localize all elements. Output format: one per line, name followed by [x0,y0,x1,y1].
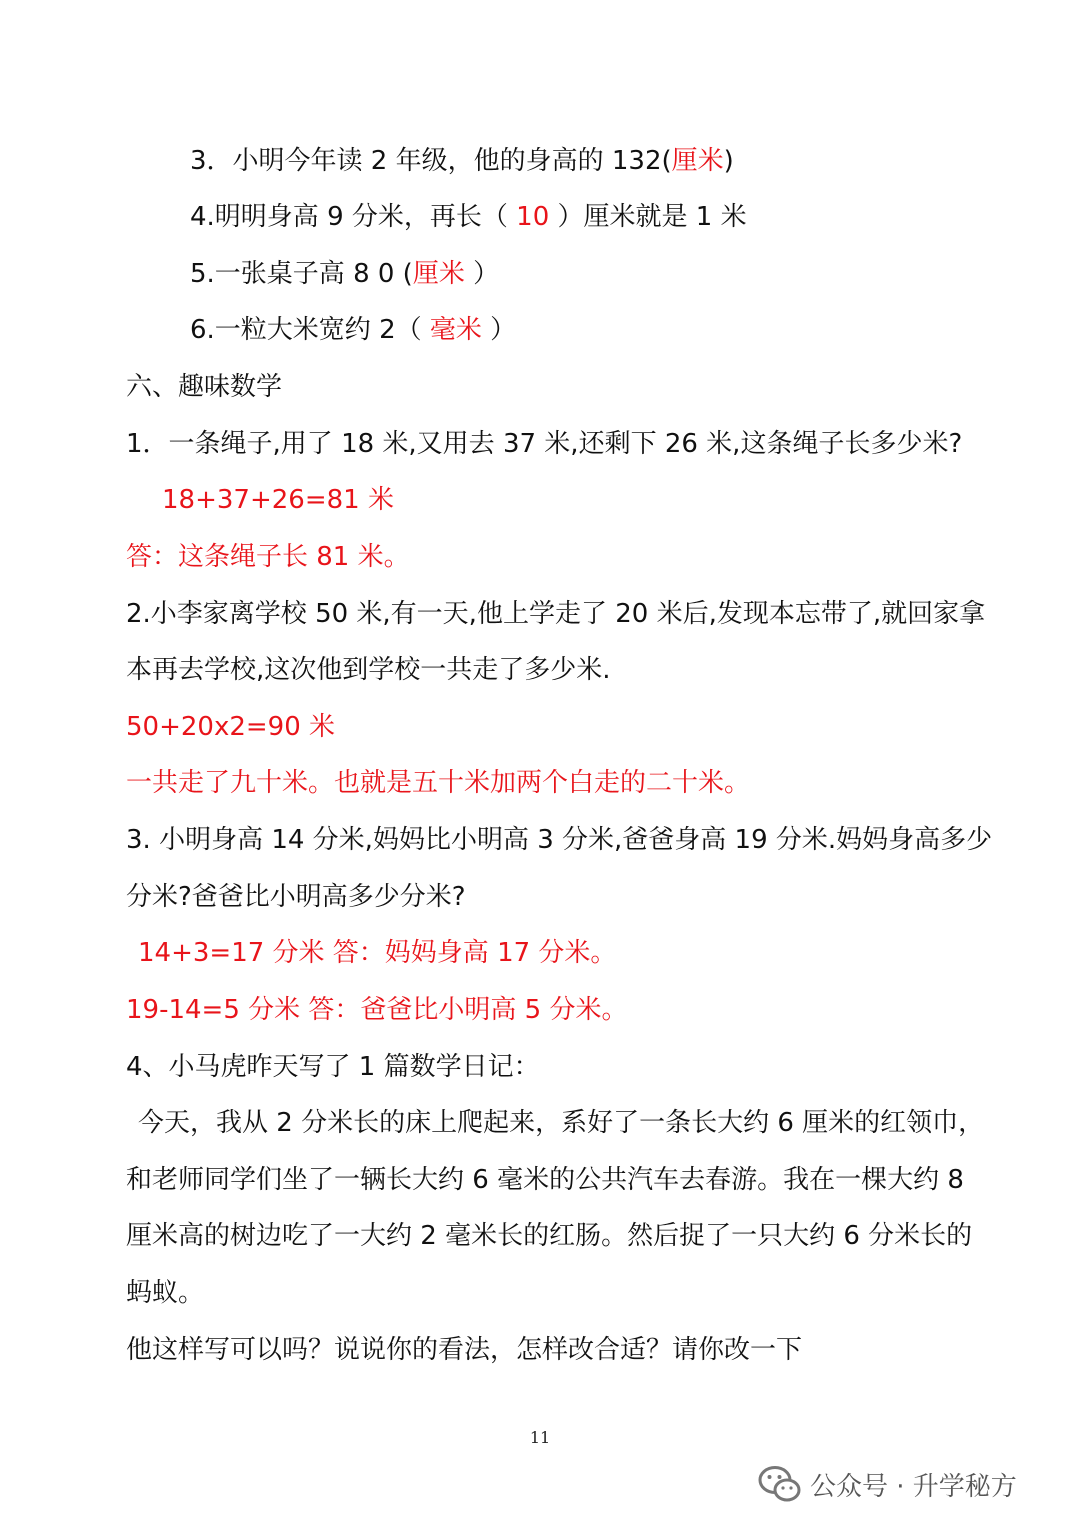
answer-text: 14+3=17 分米 答：妈妈身高 17 分米。 [138,938,617,968]
q6-line [190,312,516,348]
question-text: 和老师同学们坐了一辆长大约 6 毫米的公共汽车去春游。我在一棵大约 8 [126,1165,964,1195]
q3-line [190,143,734,179]
problem3-question-line1 [126,822,992,858]
question-text: ）厘米就是 1 米 [549,202,747,232]
question-text: 5.一张桌子高 8 0 ( [190,259,413,289]
problem3-answer1 [138,935,616,971]
problem2-question-line2 [126,652,611,688]
section-title [126,369,282,405]
question-text: ） [464,259,500,289]
problem4-diary-line2 [126,1162,964,1198]
problem1-question [126,426,962,462]
problem2-answer [126,765,750,801]
question-text: 本再去学校,这次他到学校一共走了多少米. [126,655,611,685]
watermark [758,1464,1017,1504]
question-text: 分米?爸爸比小明高多少分米? [126,882,466,912]
question-text: 今天，我从 2 分米长的床上爬起来，系好了一条长大约 6 厘米的红领巾， [138,1108,985,1138]
answer-text: 厘米 [671,146,724,176]
answer-text: 10 [516,202,550,232]
answer-text: 厘米 [412,259,465,289]
answer-text: 19-14=5 分米 答：爸爸比小明高 5 分米。 [126,995,628,1025]
page-number: 11 [529,1428,551,1447]
problem4-diary-line1 [138,1105,984,1141]
answer-text: 50+20x2=90 米 [126,712,336,742]
problem1-answer [126,539,410,575]
problem2-equation [126,709,335,745]
problem3-answer2 [126,992,627,1028]
q5-line [190,256,499,292]
q4-line [190,199,747,235]
problem4-diary-line3 [126,1218,972,1254]
problem2-question-line1 [126,596,985,632]
question-text: 4.明明身高 9 分米，再长（ [190,202,517,232]
problem3-question-line2 [126,879,466,915]
question-text: 3. 小明身高 14 分米,妈妈比小明高 3 分米,爸爸身高 19 分米.妈妈身高多少 [126,825,993,855]
question-text: 3．小明今年读 2 年级，他的身高的 132( [190,146,672,176]
wechat-icon [758,1464,802,1504]
question-text: 1．一条绳子,用了 18 米,又用去 37 米,还剩下 26 米,这条绳子长多少米? [126,429,963,459]
watermark-text: 公众号 · 升学秘方 [810,1471,1017,1502]
question-text: 蚂蚁。 [126,1278,205,1308]
question-text: ) [723,146,734,176]
problem1-equation [162,482,394,518]
answer-text: 18+37+26=81 米 [162,485,394,515]
question-text: 6.一粒大米宽约 2（ [190,315,430,345]
answer-text: 毫米 [429,315,482,345]
question-text: 六、趣味数学 [126,372,283,402]
answer-text: 一共走了九十米。也就是五十米加两个白走的二十米。 [126,768,751,798]
problem4-prompt [126,1332,802,1368]
question-text: 4、小马虎昨天写了 1 篇数学日记： [126,1052,540,1082]
answer-text: 答：这条绳子长 81 米。 [126,542,410,572]
question-text: ） [481,315,517,345]
question-text: 2.小李家离学校 50 米,有一天,他上学走了 20 米后,发现本忘带了,就回家拿 [126,599,986,629]
problem4-diary-line4 [126,1275,204,1311]
question-text: 他这样写可以吗？说说你的看法，怎样改合适？请你改一下 [126,1335,803,1365]
problem4-title [126,1049,540,1085]
question-text: 厘米高的树边吃了一大约 2 毫米长的红肠。然后捉了一只大约 6 分米长的 [126,1221,973,1251]
